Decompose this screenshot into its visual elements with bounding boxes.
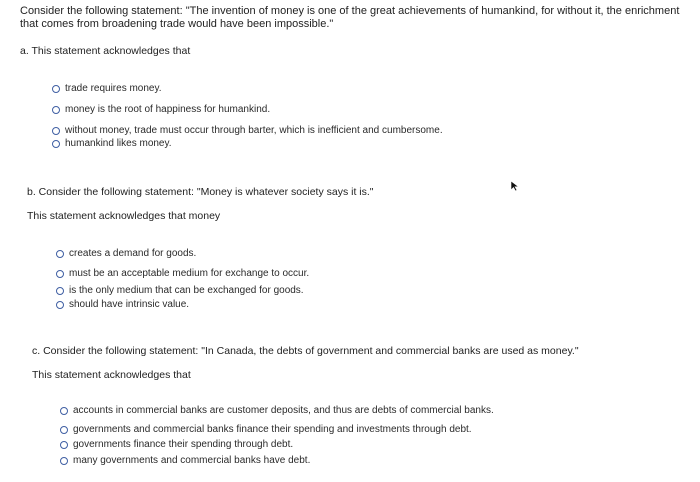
option-label: is the only medium that can be exchanged for goods. <box>69 285 304 296</box>
part-c-title: c. Consider the following statement: "In Canada, the debts of government and commercial banks are used as money." <box>32 345 579 357</box>
option-label: governments finance their spending through debt. <box>73 439 294 450</box>
option-label: trade requires money. <box>65 83 162 94</box>
option-label: must be an acceptable medium for exchange to occur. <box>69 268 310 279</box>
part-b-option-1[interactable] <box>56 248 196 259</box>
radio-button[interactable] <box>56 250 64 258</box>
radio-button[interactable] <box>56 270 64 278</box>
part-b-subtitle: This statement acknowledges that money <box>27 210 221 222</box>
part-b-option-3[interactable] <box>56 285 304 296</box>
option-label: governments and commercial banks finance their spending and investments through debt. <box>73 424 472 435</box>
option-label: without money, trade must occur through barter, which is inefficient and cumbersome. <box>65 125 443 136</box>
question-intro: Consider the following statement: "The invention of money is one of the great achievements of humankind, for without it, the enrichment that comes from broadening trade would have been impossible." <box>20 5 680 30</box>
part-c-option-3[interactable] <box>60 439 293 450</box>
part-b-option-2[interactable] <box>56 268 309 279</box>
radio-button[interactable] <box>52 85 60 93</box>
part-a-option-3[interactable] <box>52 125 443 136</box>
part-b-option-4[interactable] <box>56 299 189 310</box>
part-c-option-4[interactable] <box>60 455 310 466</box>
option-label: humankind likes money. <box>65 138 172 149</box>
radio-button[interactable] <box>56 301 64 309</box>
radio-button[interactable] <box>60 426 68 434</box>
radio-button[interactable] <box>52 140 60 148</box>
mouse-pointer-icon <box>510 180 520 192</box>
radio-button[interactable] <box>60 457 68 465</box>
part-c-option-1[interactable] <box>60 405 494 416</box>
part-c-subtitle: This statement acknowledges that <box>32 369 191 381</box>
part-a-option-1[interactable] <box>52 83 162 94</box>
option-label: money is the root of happiness for humankind. <box>65 104 271 115</box>
radio-button[interactable] <box>60 407 68 415</box>
part-a-option-2[interactable] <box>52 104 270 115</box>
part-a-title: a. This statement acknowledges that <box>20 45 191 57</box>
part-a-option-4[interactable] <box>52 138 172 149</box>
radio-button[interactable] <box>52 127 60 135</box>
radio-button[interactable] <box>60 441 68 449</box>
option-label: should have intrinsic value. <box>69 299 190 310</box>
option-label: many governments and commercial banks have debt. <box>73 455 311 466</box>
option-label: accounts in commercial banks are customer deposits, and thus are debts of commercial banks. <box>73 405 494 416</box>
part-b-title: b. Consider the following statement: "Money is whatever society says it is." <box>27 186 374 198</box>
option-label: creates a demand for goods. <box>69 248 197 259</box>
radio-button[interactable] <box>52 106 60 114</box>
radio-button[interactable] <box>56 287 64 295</box>
part-c-option-2[interactable] <box>60 424 472 435</box>
